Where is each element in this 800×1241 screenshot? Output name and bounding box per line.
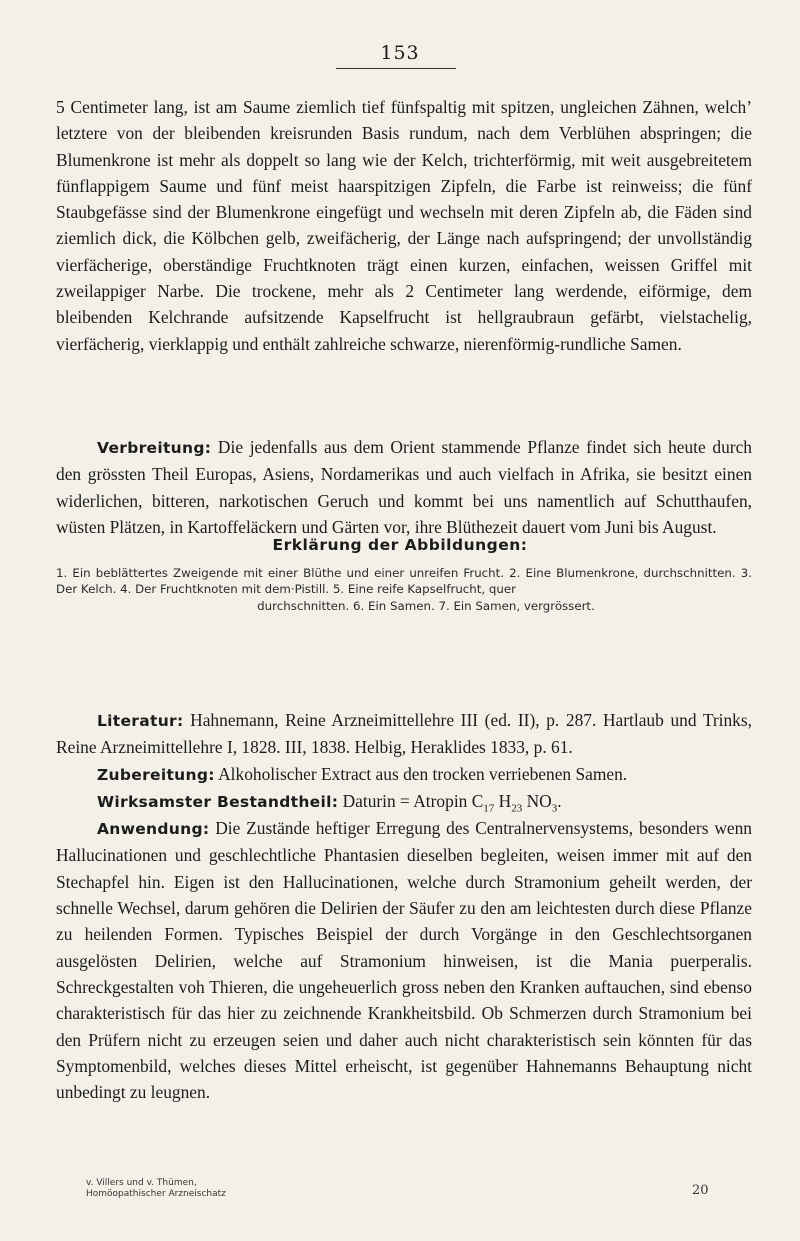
verbreitung-label: Verbreitung:	[97, 439, 212, 457]
zubereitung-paragraph	[56, 761, 752, 788]
formula-h: H	[494, 790, 512, 811]
description-paragraph	[56, 94, 752, 357]
footer-line1: v. Villers und v. Thümen,	[86, 1178, 197, 1188]
header-rule	[336, 68, 456, 69]
verbreitung-paragraph	[56, 434, 752, 540]
formula-no: NO	[522, 790, 552, 811]
signature-mark: 20	[692, 1183, 709, 1198]
wirksamster-paragraph	[56, 788, 752, 815]
footer-line2: Homöopathischer Arzneischatz	[86, 1189, 226, 1199]
wirksamster-label: Wirksamster Bestandtheil:	[97, 792, 339, 811]
formula-sub-c: 17	[483, 802, 495, 815]
page-number: 153	[380, 42, 420, 64]
anwendung-label: Anwendung:	[97, 820, 210, 839]
figure-legend	[56, 565, 752, 614]
figure-legend-heading: Erklärung der Abbildungen:	[272, 536, 528, 554]
literatur-paragraph	[56, 707, 752, 761]
zubereitung-text: Alkoholischer Extract aus den trocken verriebenen Samen.	[218, 763, 628, 784]
figure-legend-line1: 1. Ein beblättertes Zweigende mit einer Blüthe und einer unreifen Frucht. 2. Eine Blumenkrone, durchschnitten. 3. Der Kelch. 4. Der Fruchtknoten mit dem·Pistill. 5. Eine reife Kapselfrucht, quer	[56, 566, 752, 597]
opening-text: 5 Centimeter lang, ist am Saume ziemlich tief fünfspaltig mit spitzen, ungleichen Zähnen, welch’ letztere von der bleibenden kreisrunden Basis rundum, nach dem Verblühen abspringen; die Blumenkrone ist mehr als doppelt so lang wie der Kelch, trichterförmig, mit weit ausgebreitetem fünflappigem Saume und fünf meist haarspitzigen Zipfeln, die Farbe ist reinweiss; die fünf Staubgefässe sind der Blumenkrone eingefügt und wechseln mit deren Zipfeln ab, die Fäden sind ziemlich dick, die Kölbchen gelb, zweifächerig, der Länge nach aufspringend; der unvollständig vierfächerige, oberständige Fruchtknoten trägt einen kurzen, einfachen, weissen Griffel mit zweilappiger Narbe. Die trockene, mehr als 2 Centimeter lang werdende, eiförmige, dem bleibenden Kelchrande aufsitzende Kapselfrucht ist hellgraubraun gefärbt, vielstachelig, vierfächerig, vierklappig und enthält zahlreiche schwarze, nierenförmig-rundliche Samen.	[56, 97, 752, 354]
anwendung-text: Die Zustände heftiger Erregung des Centralnervensystems, besonders wenn Hallucinationen und geschlechtliche Phantasien dieselben begleiten, weisen immer mit auf den Stechapfel hin. Eigen ist den Hallucinationen, welche durch Stramonium geheilt werden, der schnelle Wechsel, darum gehören die Delirien der Säufer zu den am leichtesten durch diese Pflanze zu heilenden Formen. Typisches Beispiel der durch Vorgänge in den Geschlechtsorganen ausgelösten Delirien, welche auf Stramonium hinweisen, ist die Mania puerperalis. Schreckgestalten voh Thieren, die ungeheuerlich gross neben den Kranken auftauchen, sind ebenso charakteristisch für das hier zu zeichnende Krankheitsbild. Ob Schmerzen durch Stramonium bei den Prüfern nicht zu erzeugen seien und daher auch nicht charakteristisch sein könnten für das Symptomenbild, welches dieses Mittel erheischt, ist gegenüber Hahnemanns Behauptung nicht unbedingt zu leugnen.	[56, 818, 752, 1103]
literatur-text: Hahnemann, Reine Arzneimittellehre III (ed. II), p. 287. Hartlaub und Trinks, Reine Arzneimittellehre I, 1828. III, 1838. Helbig, Heraklides 1833, p. 61.	[56, 710, 752, 758]
formula-sub-h: 23	[511, 802, 523, 815]
lower-section	[56, 707, 752, 1105]
literatur-label: Literatur:	[97, 712, 184, 730]
formula-sub-o: 3	[551, 802, 558, 815]
formula-end: .	[557, 790, 562, 811]
footer-imprint	[86, 1178, 226, 1200]
zubereitung-label: Zubereitung:	[97, 765, 215, 784]
verbreitung-text: Die jedenfalls aus dem Orient stammende Pflanze findet sich heute durch den grössten Theil Europas, Asiens, Nordamerikas und auch vielfach in Afrika, sie besitzt einen widerlichen, bitteren, narkotischen Geruch und kommt bei uns namentlich auf Schutthaufen, wüsten Plätzen, in Kartoffeläckern und Gärten vor, ihre Blüthezeit dauert vom Juni bis August.	[56, 437, 752, 537]
anwendung-paragraph	[56, 815, 752, 1105]
wirksamster-text: Daturin = Atropin C	[342, 790, 484, 811]
figure-legend-line2: durchschnitten. 6. Ein Samen. 7. Ein Samen, vergrössert.	[257, 598, 595, 613]
